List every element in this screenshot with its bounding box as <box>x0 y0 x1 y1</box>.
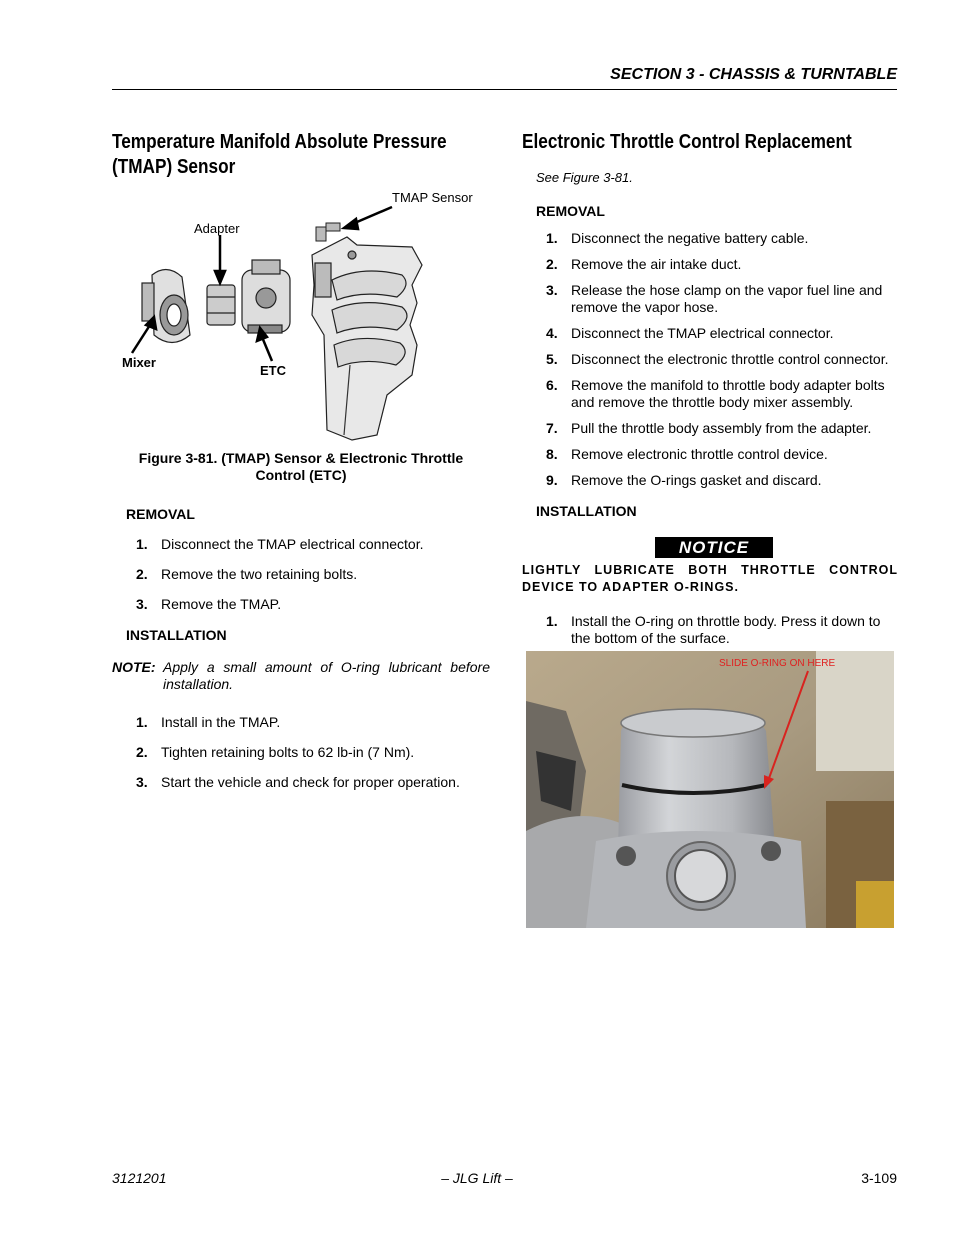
notice-text: LIGHTLY LUBRICATE BOTH THROTTLE CONTROL DEVICE TO ADAPTER O-RINGS. <box>522 563 898 594</box>
label-etc: ETC <box>260 363 286 378</box>
list-item <box>522 325 898 342</box>
figure-caption-line1: Figure 3-81. (TMAP) Sensor & Electronic Throttle <box>138 450 464 466</box>
label-adapter: Adapter <box>194 221 240 236</box>
tmap-removal-steps <box>112 536 490 613</box>
step-text: Release the hose clamp on the vapor fuel line and remove the vapor hose. <box>571 282 883 315</box>
list-item <box>112 596 490 613</box>
etc-installation-heading: INSTALLATION <box>536 503 637 519</box>
header-rule <box>112 89 897 90</box>
step-text: Start the vehicle and check for proper operation. <box>161 774 460 790</box>
etc-illustration <box>242 260 290 333</box>
step-number: 8. <box>546 446 558 462</box>
section-header: SECTION 3 - CHASSIS & TURNTABLE <box>610 66 897 83</box>
tmap-sensor-illustration <box>316 223 340 241</box>
step-number: 9. <box>546 472 558 488</box>
footer-brand: – JLG Lift – <box>441 1170 513 1186</box>
list-item <box>522 420 898 437</box>
step-text: Remove the manifold to throttle body adapter bolts and remove the throttle body mixer assembly. <box>571 377 885 410</box>
list-item <box>112 714 490 731</box>
step-number: 2. <box>136 566 148 582</box>
list-item <box>112 744 490 761</box>
step-text: Disconnect the TMAP electrical connector. <box>571 325 834 341</box>
notice-badge: NOTICE <box>655 537 773 558</box>
etc-removal-heading: REMOVAL <box>536 203 605 219</box>
step-number: 2. <box>136 744 148 760</box>
tmap-title-line1: Temperature Manifold Absolute Pressure <box>112 131 447 153</box>
list-item <box>112 774 490 791</box>
footer-page-number: 3-109 <box>861 1170 897 1186</box>
right-column <box>522 130 898 155</box>
tmap-installation-steps <box>112 714 490 791</box>
step-number: 3. <box>136 596 148 612</box>
step-number: 1. <box>546 613 558 629</box>
tmap-etc-figure <box>112 185 490 445</box>
etc-title: Electronic Throttle Control Replacement <box>522 131 852 153</box>
mixer-illustration <box>142 269 190 342</box>
note-text: Apply a small amount of O-ring lubricant before installation. <box>163 659 490 692</box>
step-number: 4. <box>546 325 558 341</box>
list-item <box>522 472 898 489</box>
list-item <box>522 613 898 647</box>
step-text: Remove the air intake duct. <box>571 256 742 272</box>
tmap-removal-heading: REMOVAL <box>126 506 195 522</box>
etc-installation-steps <box>522 613 898 647</box>
list-item <box>522 446 898 463</box>
step-text: Disconnect the negative battery cable. <box>571 230 809 246</box>
throttle-body-photo <box>526 651 894 928</box>
label-tmap-sensor: TMAP Sensor <box>392 190 473 205</box>
step-text: Remove the two retaining bolts. <box>161 566 358 582</box>
list-item <box>522 282 898 316</box>
step-text: Remove the TMAP. <box>161 596 282 612</box>
step-number: 1. <box>136 714 148 730</box>
see-figure-reference: See Figure 3-81. <box>536 170 633 185</box>
footer-doc-number: 3121201 <box>112 1170 167 1186</box>
etc-removal-steps <box>522 230 898 489</box>
figure-caption-line2: Control (ETC) <box>255 467 347 483</box>
step-number: 1. <box>546 230 558 246</box>
step-text: Pull the throttle body assembly from the adapter. <box>571 420 872 436</box>
step-number: 2. <box>546 256 558 272</box>
manifold-illustration <box>312 237 422 440</box>
list-item <box>522 351 898 368</box>
left-column <box>112 130 490 180</box>
step-number: 5. <box>546 351 558 367</box>
step-number: 3. <box>136 774 148 790</box>
tmap-title-line2: (TMAP) Sensor <box>112 156 236 178</box>
list-item <box>522 230 898 247</box>
step-text: Disconnect the electronic throttle control connector. <box>571 351 889 367</box>
list-item <box>112 566 490 583</box>
adapter-illustration <box>207 285 235 325</box>
note <box>112 659 490 693</box>
label-mixer: Mixer <box>122 355 156 370</box>
step-text: Install the O-ring on throttle body. Press it down to the bottom of the surface. <box>571 613 881 646</box>
step-number: 3. <box>546 282 558 298</box>
step-text: Install in the TMAP. <box>161 714 281 730</box>
step-number: 6. <box>546 377 558 393</box>
step-text: Remove the O-rings gasket and discard. <box>571 472 822 488</box>
tmap-installation-heading: INSTALLATION <box>126 627 227 643</box>
tmap-title <box>112 130 489 180</box>
note-label: NOTE: <box>112 659 156 675</box>
photo-callout-label: SLIDE O-RING ON HERE <box>719 658 836 669</box>
step-text: Disconnect the TMAP electrical connector. <box>161 536 424 552</box>
list-item <box>522 256 898 273</box>
throttle-body-photo-drawing <box>526 651 894 928</box>
step-number: 1. <box>136 536 148 552</box>
figure-caption <box>112 450 490 484</box>
list-item <box>522 377 898 411</box>
step-number: 7. <box>546 420 558 436</box>
step-text: Remove electronic throttle control device. <box>571 446 828 462</box>
step-text: Tighten retaining bolts to 62 lb-in (7 Nm). <box>161 744 415 760</box>
list-item <box>112 536 490 553</box>
